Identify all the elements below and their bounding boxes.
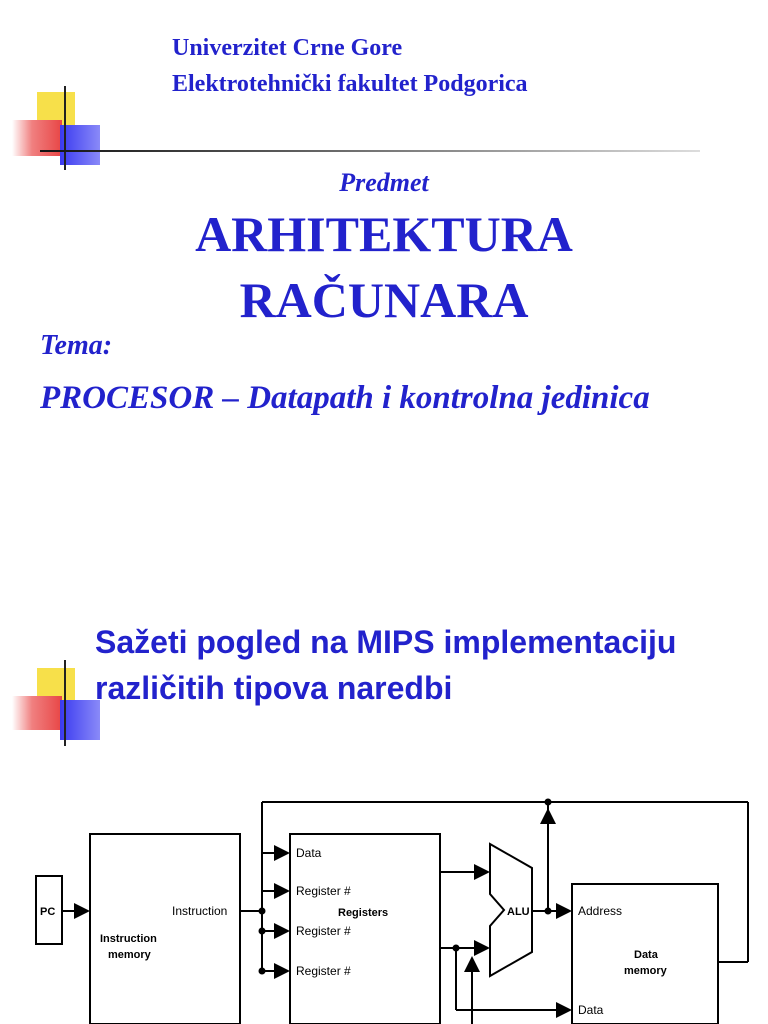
topic-label: Tema: <box>40 330 113 361</box>
register-number-label-1: Register # <box>296 884 351 898</box>
slide2-title-line2: različitih tipova naredbi <box>95 670 453 706</box>
topic-title: PROCESOR – Datapath i kontrolna jedinica <box>40 380 650 416</box>
data-memory-label-1: Data <box>634 949 658 961</box>
pc-label: PC <box>40 906 56 918</box>
register-number-label-3: Register # <box>296 964 351 978</box>
course-title-line1: ARHITEKTURA <box>195 206 573 262</box>
registers-label: Registers <box>338 907 389 919</box>
subject-label: Predmet <box>339 168 429 197</box>
register-data-label: Data <box>296 846 322 860</box>
instruction-memory-box <box>90 834 240 1024</box>
alu-label: ALU <box>507 906 530 918</box>
mips-datapath-diagram <box>0 780 768 1024</box>
course-title-line2: RAČUNARA <box>239 272 529 328</box>
register-number-label-2: Register # <box>296 924 351 938</box>
university-name: Univerzitet Crne Gore <box>172 35 403 61</box>
address-label: Address <box>578 904 623 918</box>
instruction-label: Instruction <box>172 904 228 918</box>
data-memory-label-2: memory <box>624 965 667 977</box>
memory-data-label: Data <box>578 1003 604 1017</box>
slide2-title-line1: Sažeti pogled na MIPS implementaciju <box>95 624 677 660</box>
faculty-name: Elektrotehnički fakultet Podgorica <box>172 71 528 97</box>
instruction-memory-label-1: Instruction <box>100 933 157 945</box>
instruction-memory-label-2: memory <box>108 949 151 961</box>
